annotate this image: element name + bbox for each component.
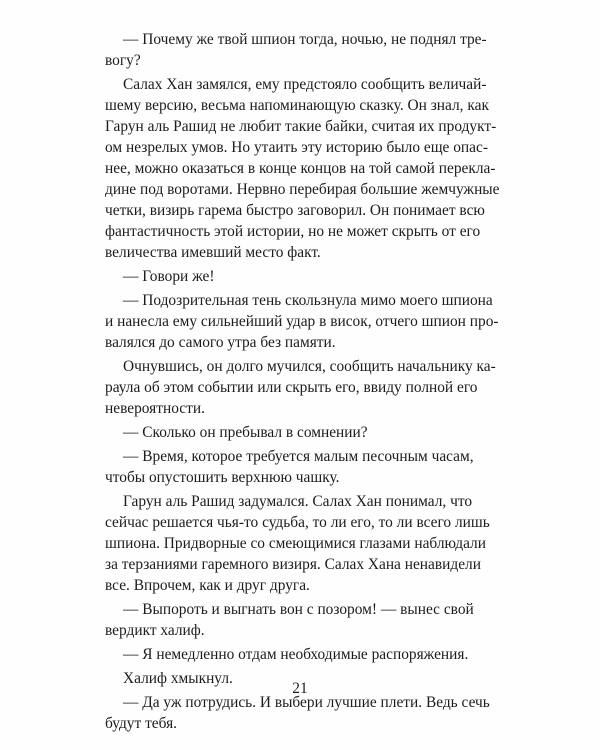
paragraph [105, 29, 487, 71]
text-line: — Сколько он пребывал в сомнении? [123, 424, 368, 441]
text-line: вердикт халиф. [105, 622, 205, 639]
paragraph [105, 266, 470, 287]
text-line: раула об этом событии или скрыть его, ввиду полной его [105, 379, 478, 396]
paragraph [105, 446, 474, 488]
text-line: — Почему же твой шпион тогда, ночью, не поднял тре- [123, 31, 487, 48]
text-line: сейчас решается чья-то судьба, то ли его, то ли всего лишь [105, 514, 490, 531]
paragraph [105, 599, 474, 641]
text-line: величества имевший место факт. [105, 244, 321, 261]
page-body-text [105, 29, 500, 737]
text-line: Очнувшись, он долго мучился, сообщить начальнику ка- [123, 358, 496, 375]
text-line: нее, можно оказаться в конце концов на той самой перекла- [105, 160, 496, 177]
text-line: ом незрелых умов. Но утаить эту историю было еще опас- [105, 139, 488, 156]
paragraph [105, 290, 499, 353]
paragraph [105, 491, 490, 596]
text-line: — Говори же! [123, 268, 215, 285]
paragraph [105, 74, 500, 263]
paragraph [105, 356, 496, 419]
text-line: Халиф хмыкнул. [123, 670, 233, 687]
text-line: шпиона. Придворные со смеющимися глазами наблюдали [105, 535, 486, 552]
text-line: — Я немедленно отдам необходимые распоряжения. [123, 646, 469, 663]
text-line: вогу? [105, 52, 141, 69]
page-number: 21 [292, 680, 308, 697]
text-line: — Выпороть и выгнать вон с позором! — вынес свой [123, 601, 474, 618]
text-line: все. Впрочем, как и друг друга. [105, 577, 310, 594]
text-line: и нанесла ему сильнейший удар в висок, отчего шпион про- [105, 313, 499, 330]
text-line: чтобы опустошить верхнюю чашку. [105, 469, 340, 486]
text-line: — Время, которое требуется малым песочным часам, [123, 448, 474, 465]
text-line: дине под воротами. Нервно перебирая большие жемчужные [105, 181, 500, 198]
text-line: за терзаниями гаремного визиря. Салах Хана ненавидели [105, 556, 481, 573]
paragraph [105, 422, 470, 443]
text-line: Гарун аль Рашид не любит такие байки, считая их продукт- [105, 118, 497, 135]
text-line: Салах Хан замялся, ему предстояло сообщить величай- [123, 76, 487, 93]
text-line: четки, визирь гарема быстро заговорил. Он понимает всю [105, 202, 485, 219]
text-line: — Да уж потрудись. И выбери лучшие плети. Ведь сечь [123, 694, 490, 711]
text-line: будут тебя. [105, 715, 177, 732]
text-line: Гарун аль Рашид задумался. Салах Хан понимал, что [123, 493, 473, 510]
text-line: валялся до самого утра без памяти. [105, 334, 336, 351]
text-line: невероятности. [105, 400, 205, 417]
text-line: фантастичность этой истории, но не может скрыть от его [105, 223, 481, 240]
paragraph [105, 644, 470, 665]
text-line: шему версию, весьма напоминающую сказку. Он знал, как [105, 97, 489, 114]
text-line: — Подозрительная тень скользнула мимо моего шпиона [123, 292, 493, 309]
